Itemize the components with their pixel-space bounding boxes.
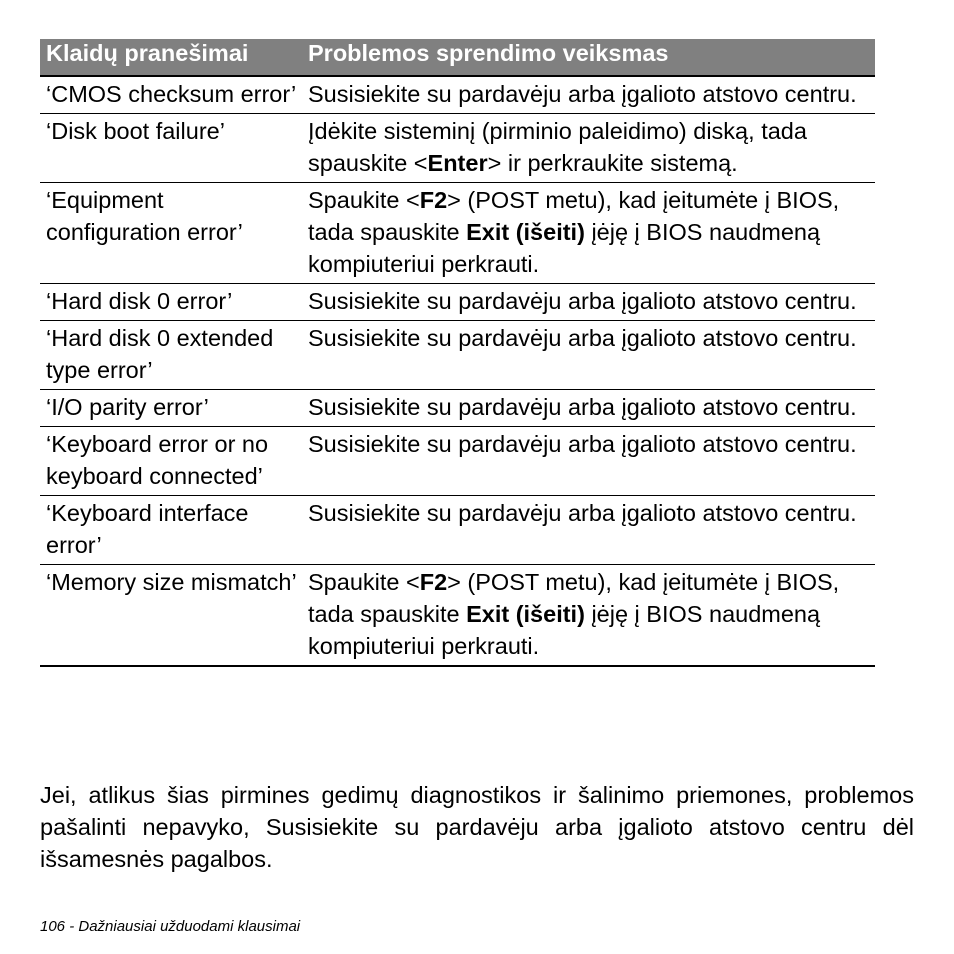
key-term: Enter	[427, 150, 488, 176]
solution-text: Susisiekite su pardavėju arba įgalioto atstovo centru.	[308, 81, 857, 107]
solution-text: įėję į BIOS naudmeną kompiuteriui perkrauti.	[308, 219, 821, 277]
column-header-solution: Problemos sprendimo veiksmas	[302, 39, 875, 76]
solution-text: > (POST metu), kad įeitumėte į BIOS, tada spauskite	[308, 187, 840, 245]
solution-text: Susisiekite su pardavėju arba įgalioto atstovo centru.	[308, 431, 857, 457]
error-message-cell: ‘Memory size mismatch’	[40, 565, 302, 667]
solution-text: Susisiekite su pardavėju arba įgalioto atstovo centru.	[308, 325, 857, 351]
page-footer: 106 - Dažniausiai užduodami klausimai	[40, 918, 301, 935]
error-message-cell: ‘Equipment configuration error’	[40, 183, 302, 284]
solution-text: Įdėkite sisteminį (pirminio paleidimo) diską, tada spauskite <	[308, 118, 807, 176]
error-message-table	[40, 39, 875, 667]
solution-cell	[302, 183, 875, 284]
error-message-cell: ‘CMOS checksum error’	[40, 76, 302, 114]
error-message-cell: ‘Hard disk 0 extended type error’	[40, 321, 302, 390]
error-message-cell: ‘I/O parity error’	[40, 390, 302, 427]
table-row	[40, 427, 875, 496]
solution-cell	[302, 565, 875, 667]
key-term: F2	[419, 187, 448, 213]
solution-text: Susisiekite su pardavėju arba įgalioto atstovo centru.	[308, 394, 857, 420]
solution-cell	[302, 114, 875, 183]
error-message-cell: ‘Disk boot failure’	[40, 114, 302, 183]
key-term: Exit (išeiti)	[466, 219, 585, 245]
solution-cell	[302, 284, 875, 321]
solution-cell	[302, 76, 875, 114]
table-row	[40, 284, 875, 321]
table-header-row	[40, 39, 875, 76]
solution-text: Susisiekite su pardavėju arba įgalioto atstovo centru.	[308, 500, 857, 526]
solution-cell	[302, 390, 875, 427]
solution-text: > (POST metu), kad įeitumėte į BIOS, tada spauskite	[308, 569, 840, 627]
table-body	[40, 76, 875, 666]
error-message-cell: ‘Keyboard error or no keyboard connected’	[40, 427, 302, 496]
table-row	[40, 114, 875, 183]
closing-paragraph: Jei, atlikus šias pirmines gedimų diagnostikos ir šalinimo priemones, problemos pašalinti nepavyko, Susisiekite su pardavėju arba įgalioto atstovo centru dėl išsamesnės pagalbos.	[40, 782, 914, 872]
solution-text: Spaukite <	[308, 187, 420, 213]
solution-text: Spaukite <	[308, 569, 420, 595]
solution-cell	[302, 496, 875, 565]
error-message-cell: ‘Keyboard interface error’	[40, 496, 302, 565]
solution-text: įėję į BIOS naudmeną kompiuteriui perkrauti.	[308, 601, 821, 659]
error-message-cell: ‘Hard disk 0 error’	[40, 284, 302, 321]
key-term: Exit (išeiti)	[466, 601, 585, 627]
solution-cell	[302, 427, 875, 496]
table-row	[40, 496, 875, 565]
table-row	[40, 390, 875, 427]
table-row	[40, 565, 875, 667]
table-row	[40, 76, 875, 114]
column-header-error-messages: Klaidų pranešimai	[40, 39, 302, 76]
solution-cell	[302, 321, 875, 390]
table-row	[40, 321, 875, 390]
key-term: F2	[419, 569, 448, 595]
table-row	[40, 183, 875, 284]
solution-text: Susisiekite su pardavėju arba įgalioto atstovo centru.	[308, 288, 857, 314]
solution-text: > ir perkraukite sistemą.	[487, 150, 738, 176]
